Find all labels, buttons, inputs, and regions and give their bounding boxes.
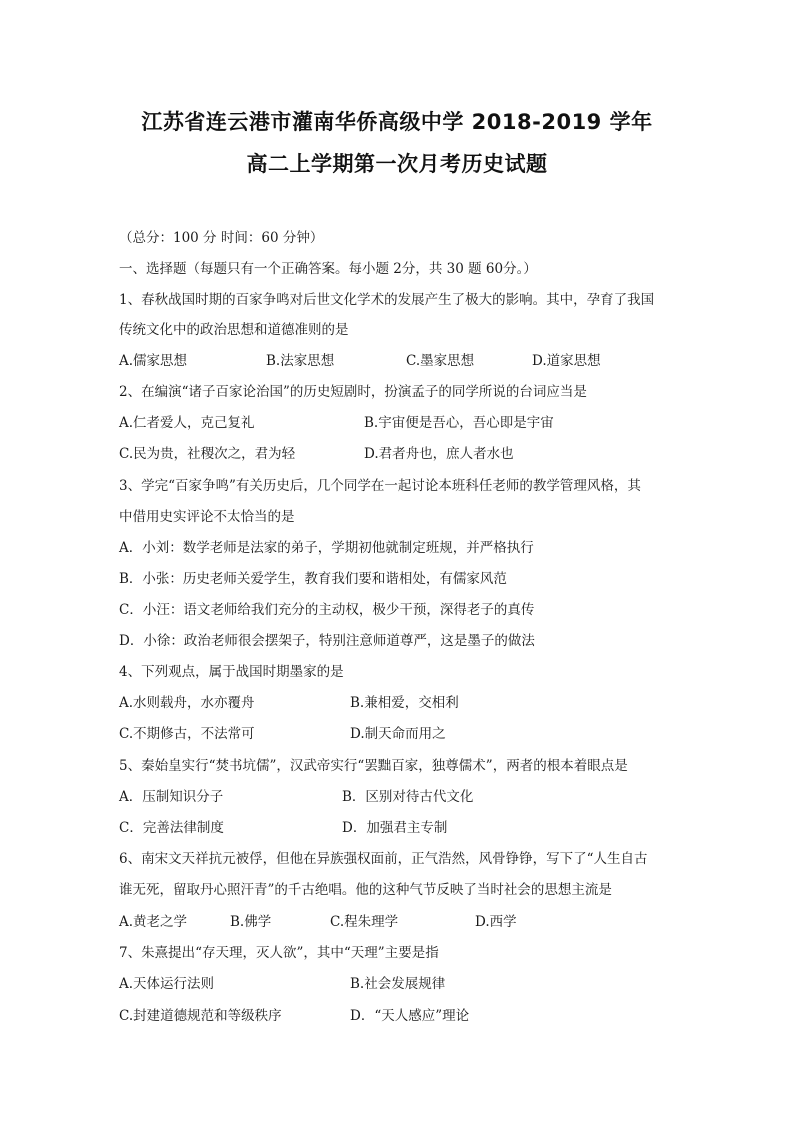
option-a: A.水则载舟，水亦覆舟 (119, 695, 255, 711)
exam-title-line1: 江苏省连云港市灌南华侨高级中学 2018-2019 学年 (141, 110, 653, 134)
section-heading: 一、选择题（每题只有一个正确答案。每小题 2分，共 30 题 60分。） (119, 261, 537, 277)
option-c: C.墨家思想 (406, 353, 475, 369)
option-d: D．加强君主专制 (342, 820, 448, 836)
option-a: A.仁者爱人，克己复礼 (119, 415, 255, 431)
option-d: D.西学 (475, 914, 517, 930)
question-stem-line: 7、朱熹提出“存天理，灭人欲”，其中“天理”主要是指 (119, 945, 439, 961)
option-a: A.天体运行法则 (119, 976, 215, 992)
option-b: B.宇宙便是吾心，吾心即是宇宙 (364, 415, 554, 431)
option-d: D．小徐：政治老师很会摆架子，特别注意师道尊严，这是墨子的做法 (119, 633, 535, 649)
question-stem-line: 4、下列观点，属于战国时期墨家的是 (119, 664, 344, 680)
option-c: C.不期修古，不法常可 (119, 726, 255, 742)
question-stem-line: 6、南宋文天祥抗元被俘，但他在异族强权面前，正气浩然，风骨铮铮，写下了“人生自古 (119, 851, 648, 867)
option-b: B．区别对待古代文化 (342, 789, 474, 805)
question-stem-line: 中借用史实评论不太恰当的是 (119, 509, 295, 525)
score-time-info: （总分：100 分 时间：60 分钟） (119, 230, 324, 246)
question-stem-line: 2、在编演“诸子百家论治国”的历史短剧时，扮演孟子的同学所说的台词应当是 (119, 384, 587, 400)
option-b: B.法家思想 (266, 353, 335, 369)
question-stem-line: 5、秦始皇实行“焚书坑儒”，汉武帝实行“罢黜百家，独尊儒术”，两者的根本着眼点是 (119, 758, 628, 774)
option-b: B.社会发展规律 (350, 976, 446, 992)
option-a: A．小刘：数学老师是法家的弟子，学期初他就制定班规，并严格执行 (119, 540, 534, 556)
option-d: D.道家思想 (532, 353, 601, 369)
option-a: A．压制知识分子 (119, 789, 224, 805)
question-stem-line: 传统文化中的政治思想和道德准则的是 (119, 322, 349, 338)
option-c: C.民为贵，社稷次之，君为轻 (119, 446, 296, 462)
exam-title-line2: 高二上学期第一次月考历史试题 (246, 152, 548, 176)
question-stem-line: 1、春秋战国时期的百家争鸣对后世文化学术的发展产生了极大的影响。其中，孕育了我国 (119, 292, 655, 308)
option-a: A.儒家思想 (119, 353, 188, 369)
option-a: A.黄老之学 (119, 914, 188, 930)
option-c: C．小汪：语文老师给我们充分的主动权，极少干预，深得老子的真传 (119, 602, 535, 618)
option-c: C.封建道德规范和等级秩序 (119, 1008, 282, 1024)
option-b: B.佛学 (230, 914, 272, 930)
option-c: C.程朱理学 (330, 914, 399, 930)
option-b: B.兼相爱，交相利 (350, 695, 459, 711)
question-stem-line: 谁无死，留取丹心照汗青”的千古绝唱。他的这种气节反映了当时社会的思想主流是 (119, 882, 612, 898)
option-d: D.君者舟也，庶人者水也 (364, 446, 514, 462)
option-d: D．“天人感应”理论 (350, 1008, 470, 1024)
option-b: B．小张：历史老师关爱学生，教育我们要和谐相处，有儒家风范 (119, 571, 507, 587)
option-d: D.制天命而用之 (350, 726, 446, 742)
question-stem-line: 3、学完“百家争鸣”有关历史后，几个同学在一起讨论本班科任老师的教学管理风格，其 (119, 478, 641, 494)
option-c: C．完善法律制度 (119, 820, 224, 836)
